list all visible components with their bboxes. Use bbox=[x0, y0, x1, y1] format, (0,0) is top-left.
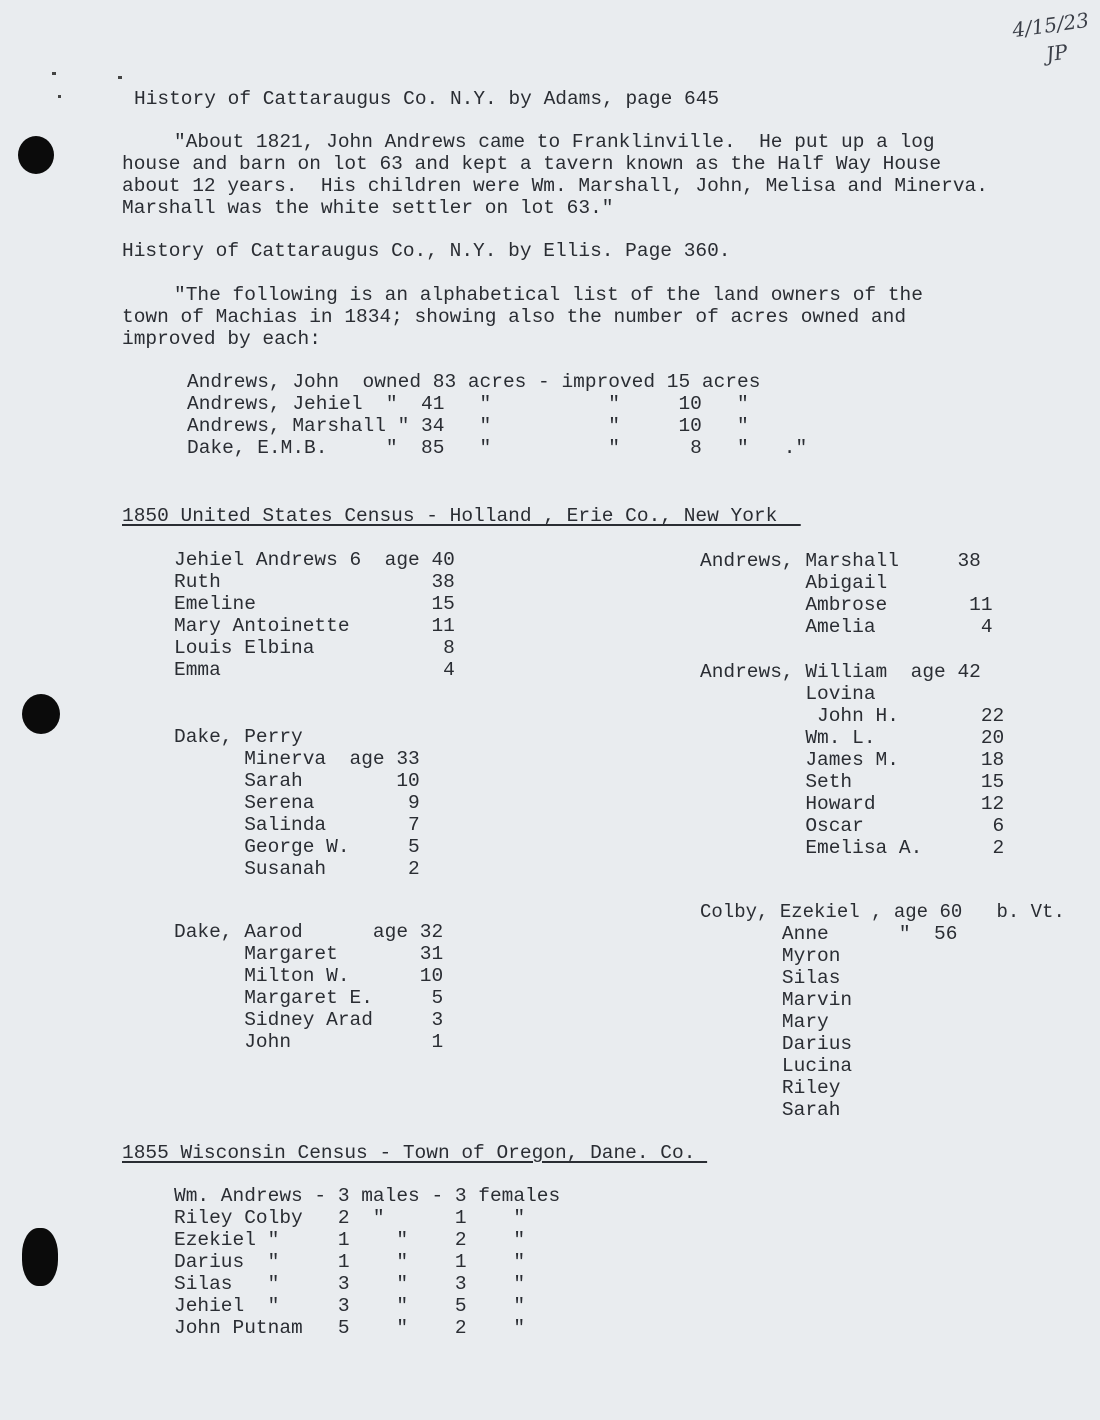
household-aarod-dake-row: Margaret 31 bbox=[174, 943, 444, 965]
census-1850-heading: 1850 United States Census - Holland , Erie Co., New York bbox=[122, 505, 801, 527]
household-marshall-andrews-row: Andrews, Marshall 38 bbox=[700, 550, 981, 572]
household-ezekiel-colby-row: Lucina bbox=[700, 1055, 853, 1077]
source-heading-adams: History of Cattaraugus Co. N.Y. by Adams, page 645 bbox=[134, 88, 720, 110]
household-ezekiel-colby-row: Silas bbox=[700, 967, 841, 989]
adams-quote-line-4: Marshall was the white settler on lot 63." bbox=[122, 197, 614, 219]
household-william-andrews-row: John H. 22 bbox=[700, 705, 1005, 727]
household-aarod-dake-row: Milton W. 10 bbox=[174, 965, 444, 987]
ink-speck bbox=[52, 72, 56, 75]
household-jehiel-andrews-row: Mary Antoinette 11 bbox=[174, 615, 455, 637]
census-1855-row: Ezekiel " 1 " 2 " bbox=[174, 1229, 526, 1251]
household-perry-dake-row: Salinda 7 bbox=[174, 814, 420, 836]
household-william-andrews-row: Lovina bbox=[700, 683, 876, 705]
household-aarod-dake-row: Sidney Arad 3 bbox=[174, 1009, 444, 1031]
household-marshall-andrews-row: Ambrose 11 bbox=[700, 594, 993, 616]
household-jehiel-andrews-row: Jehiel Andrews 6 age 40 bbox=[174, 549, 455, 571]
census-1855-row: Jehiel " 3 " 5 " bbox=[174, 1295, 526, 1317]
handwritten-initials-note: JP bbox=[1044, 39, 1070, 67]
household-aarod-dake-row: John 1 bbox=[174, 1031, 444, 1053]
adams-quote-line-3: about 12 years. His children were Wm. Marshall, John, Melisa and Minerva. bbox=[122, 175, 988, 197]
household-ezekiel-colby-row: Colby, Ezekiel , age 60 b. Vt. bbox=[700, 901, 1065, 923]
household-perry-dake-row: George W. 5 bbox=[174, 836, 420, 858]
household-jehiel-andrews-row: Emeline 15 bbox=[174, 593, 455, 615]
household-ezekiel-colby-row: Myron bbox=[700, 945, 841, 967]
household-william-andrews-row: Oscar 6 bbox=[700, 815, 1005, 837]
household-perry-dake-row: Dake, Perry bbox=[174, 726, 303, 748]
punch-hole-bottom bbox=[22, 1228, 58, 1286]
census-1855-row: Wm. Andrews - 3 males - 3 females bbox=[174, 1185, 561, 1207]
household-ezekiel-colby-row: Riley bbox=[700, 1077, 841, 1099]
ellis-intro-line-2: town of Machias in 1834; showing also the number of acres owned and bbox=[122, 306, 907, 328]
census-1855-heading: 1855 Wisconsin Census - Town of Oregon, Dane. Co. bbox=[122, 1142, 708, 1164]
household-william-andrews-row: Andrews, William age 42 bbox=[700, 661, 981, 683]
household-william-andrews-row: Howard 12 bbox=[700, 793, 1005, 815]
household-perry-dake-row: Minerva age 33 bbox=[174, 748, 420, 770]
ink-speck bbox=[58, 95, 61, 98]
household-ezekiel-colby-row: Darius bbox=[700, 1033, 853, 1055]
household-william-andrews-row: Emelisa A. 2 bbox=[700, 837, 1005, 859]
land-owner-row: Andrews, John owned 83 acres - improved 15 acres bbox=[187, 371, 761, 393]
household-perry-dake-row: Susanah 2 bbox=[174, 858, 420, 880]
household-perry-dake-row: Sarah 10 bbox=[174, 770, 420, 792]
adams-quote-line-2: house and barn on lot 63 and kept a tavern known as the Half Way House bbox=[122, 153, 942, 175]
handwritten-date-note: 4/15/23 bbox=[1010, 7, 1091, 43]
household-marshall-andrews-row: Abigail bbox=[700, 572, 888, 594]
census-1855-row: Darius " 1 " 1 " bbox=[174, 1251, 526, 1273]
household-ezekiel-colby-row: Anne " 56 bbox=[700, 923, 958, 945]
census-1855-row: John Putnam 5 " 2 " bbox=[174, 1317, 526, 1339]
source-heading-ellis: History of Cattaraugus Co., N.Y. by Ellis. Page 360. bbox=[122, 240, 731, 262]
household-jehiel-andrews-row: Emma 4 bbox=[174, 659, 455, 681]
household-ezekiel-colby-row: Sarah bbox=[700, 1099, 841, 1121]
land-owner-row: Dake, E.M.B. " 85 " " 8 " ." bbox=[187, 437, 808, 459]
ellis-intro-line-3: improved by each: bbox=[122, 328, 321, 350]
household-jehiel-andrews-row: Louis Elbina 8 bbox=[174, 637, 455, 659]
household-marshall-andrews-row: Amelia 4 bbox=[700, 616, 993, 638]
household-william-andrews-row: Seth 15 bbox=[700, 771, 1005, 793]
punch-hole-middle bbox=[22, 694, 60, 734]
household-ezekiel-colby-row: Mary bbox=[700, 1011, 829, 1033]
household-aarod-dake-row: Dake, Aarod age 32 bbox=[174, 921, 444, 943]
census-1855-row: Silas " 3 " 3 " bbox=[174, 1273, 526, 1295]
punch-hole-top bbox=[18, 136, 54, 174]
land-owner-row: Andrews, Jehiel " 41 " " 10 " bbox=[187, 393, 749, 415]
household-aarod-dake-row: Margaret E. 5 bbox=[174, 987, 444, 1009]
ink-speck bbox=[118, 76, 122, 79]
land-owner-row: Andrews, Marshall " 34 " " 10 " bbox=[187, 415, 749, 437]
household-jehiel-andrews-row: Ruth 38 bbox=[174, 571, 455, 593]
household-perry-dake-row: Serena 9 bbox=[174, 792, 420, 814]
household-william-andrews-row: Wm. L. 20 bbox=[700, 727, 1005, 749]
adams-quote-line-1: "About 1821, John Andrews came to Franklinville. He put up a log bbox=[174, 131, 935, 153]
household-ezekiel-colby-row: Marvin bbox=[700, 989, 853, 1011]
ellis-intro-line-1: "The following is an alphabetical list of the land owners of the bbox=[174, 284, 923, 306]
household-william-andrews-row: James M. 18 bbox=[700, 749, 1005, 771]
census-1855-row: Riley Colby 2 " 1 " bbox=[174, 1207, 526, 1229]
